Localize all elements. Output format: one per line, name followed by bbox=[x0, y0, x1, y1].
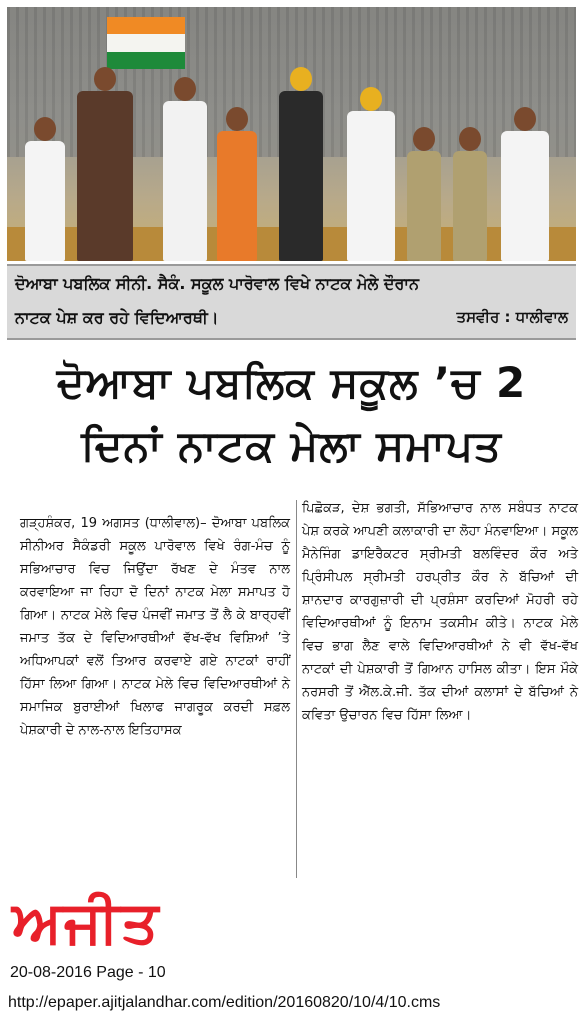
student-figure bbox=[279, 67, 323, 261]
student-figure bbox=[407, 127, 441, 261]
student-figure bbox=[347, 87, 395, 261]
photo-caption bbox=[7, 264, 576, 340]
student-figure bbox=[217, 107, 257, 261]
caption-line-1: ਦੋਆਬਾ ਪਬਲਿਕ ਸੀਨੀ. ਸੈਕੰ. ਸਕੂਲ ਪਾਰੋਵਾਲ ਵਿਖੇ ਨਾਟਕ ਮੇਲੇ ਦੌਰਾਨ bbox=[15, 274, 419, 293]
student-figure bbox=[163, 77, 207, 261]
student-figure bbox=[453, 127, 487, 261]
ajit-logo: ਅਜੀਤ bbox=[12, 888, 161, 956]
article-column-left: ਗੜ੍ਹਸ਼ੰਕਰ, 19 ਅਗਸਤ (ਧਾਲੀਵਾਲ)– ਦੋਆਬਾ ਪਬਲਿਕ ਸੀਨੀਅਰ ਸੈਕੰਡਰੀ ਸਕੂਲ ਪਾਰੋਵਾਲ ਵਿਖੇ ਰੰਗ-ਮੰਚ ਨੂੰ ਸਭਿਆਚਾਰ ਵਿਚ ਜਿਉਂਦਾ ਰੱਖਣ ਦੇ ਮੰਤਵ ਨਾਲ ਕਰਵਾਇਆ ਜਾ ਰਿਹਾ ਦੋ ਦਿਨਾਂ ਨਾਟਕ ਮੇਲਾ ਸਮਾਪਤ ਹੋ ਗਿਆ। ਨਾਟਕ ਮੇਲੇ ਵਿਚ ਪੰਜਵੀਂ ਜਮਾਤ ਤੋਂ ਲੈ ਕੇ ਬਾਰ੍ਹਵੀਂ ਜਮਾਤ ਤੱਕ ਦੇ ਵਿਦਿਆਰਥੀਆਂ ਵੱਖ-ਵੱਖ ਵਿਸ਼ਿਆਂ ’ਤੇ ਅਧਿਆਪਕਾਂ ਵਲੋਂ ਤਿਆਰ ਕਰਵਾਏ ਗਏ ਨਾਟਕਾਂ ਰਾਹੀਂ ਹਿੱਸਾ ਲਿਆ ਗਿਆ। ਨਾਟਕ ਮੇਲੇ ਵਿਚ ਵਿਦਿਆਰਥੀਆਂ ਨੇ ਸਮਾਜਿਕ ਬੁਰਾਈਆਂ ਖਿਲਾਫ ਜਾਗਰੂਕ ਕਰਦੀ ਸਫ਼ਲ ਪੇਸ਼ਕਾਰੀ ਦੇ ਨਾਲ-ਨਾਲ ਇਤਿਹਾਸਕ bbox=[20, 516, 290, 738]
student-figure bbox=[25, 117, 65, 261]
student-figure bbox=[77, 67, 133, 261]
student-figure bbox=[501, 107, 549, 261]
headline-line-2: ਦਿਨਾਂ ਨਾਟਕ ਮੇਲਾ ਸਮਾਪਤ bbox=[81, 421, 502, 470]
photo-credit: ਤਸਵੀਰ : ਧਾਲੀਵਾਲ bbox=[456, 308, 568, 326]
headline-line-1: ਦੋਆਬਾ ਪਬਲਿਕ ਸਕੂਲ ’ਚ 2 bbox=[56, 358, 527, 407]
column-divider bbox=[296, 500, 297, 878]
date-page: 20-08-2016 Page - 10 bbox=[10, 964, 166, 981]
article-column-right: ਪਿਛੋਕੜ, ਦੇਸ਼ ਭਗਤੀ, ਸੱਭਿਆਚਾਰ ਨਾਲ ਸਬੰਧਤ ਨਾਟਕ ਪੇਸ਼ ਕਰਕੇ ਆਪਣੀ ਕਲਾਕਾਰੀ ਦਾ ਲੋਹਾ ਮੰਨਵਾਇਆ। ਸਕੂਲ ਮੈਨੇਜਿੰਗ ਡਾਇਰੈਕਟਰ ਸ੍ਰੀਮਤੀ ਬਲਵਿੰਦਰ ਕੌਰ ਅਤੇ ਪ੍ਰਿੰਸੀਪਲ ਸ੍ਰੀਮਤੀ ਹਰਪ੍ਰੀਤ ਕੌਰ ਨੇ ਬੱਚਿਆਂ ਦੀ ਸ਼ਾਨਦਾਰ ਕਾਰਗੁਜ਼ਾਰੀ ਦੀ ਪ੍ਰਸ਼ੰਸਾ ਕਰਦਿਆਂ ਮੋਹਰੀ ਰਹੇ ਵਿਦਿਆਰਥੀਆਂ ਨੂੰ ਇਨਾਮ ਤਕਸੀਮ ਕੀਤੇ। ਨਾਟਕ ਮੇਲੇ ਵਿਚ ਭਾਗ ਲੈਣ ਵਾਲੇ ਵਿਦਿਆਰਥੀਆਂ ਨੇ ਵੀ ਵੱਖ-ਵੱਖ ਨਾਟਕਾਂ ਦੀ ਪੇਸ਼ਕਾਰੀ ਤੋਂ ਗਿਆਨ ਹਾਸਿਲ ਕੀਤਾ। ਇਸ ਮੌਕੇ ਨਰਸਰੀ ਤੋਂ ਐੱਲ.ਕੇ.ਜੀ. ਤੱਕ ਦੀਆਂ ਕਲਾਸਾਂ ਦੇ ਬੱਚਿਆਂ ਨੇ ਕਵਿਤਾ ਉਚਾਰਨ ਵਿਚ ਹਿੱਸਾ ਲਿਆ। bbox=[302, 501, 578, 723]
caption-line-2: ਨਾਟਕ ਪੇਸ਼ ਕਰ ਰਹੇ ਵਿਦਿਆਰਥੀ। bbox=[15, 308, 219, 327]
edition-url[interactable]: http://epaper.ajitjalandhar.com/edition/20160820/10/4/10.cms bbox=[8, 994, 441, 1011]
indian-flag bbox=[107, 17, 185, 69]
news-photo bbox=[7, 7, 576, 261]
